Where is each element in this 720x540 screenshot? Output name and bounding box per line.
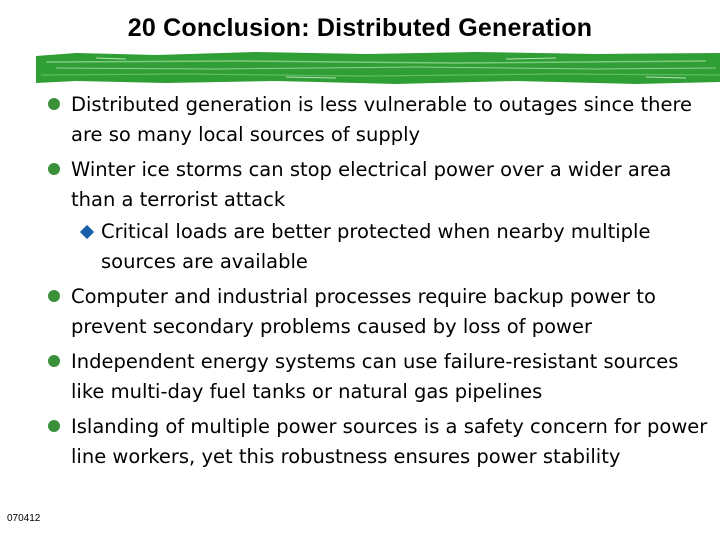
bullet-text: Independent energy systems can use failure-resistant sources like multi-day fuel tanks or natural gas pipelines [71,350,679,403]
diamond-bullet-icon [80,225,94,239]
title-underline-brush [36,50,720,86]
bullet-text: Computer and industrial processes require backup power to prevent secondary problems caused by loss of power [71,285,656,338]
bullet-text: Distributed generation is less vulnerable to outages since there are so many local sources of supply [71,93,693,146]
bullet-list [46,90,716,477]
bullet-dot-icon [48,290,60,302]
bullet-item [46,90,716,150]
bullet-text: Winter ice storms can stop electrical power over a wider area than a terrorist attack [71,158,672,211]
bullet-item [46,412,716,472]
bullet-dot-icon [48,420,60,432]
bullet-item [46,347,716,407]
footer-code: 070412 [7,513,41,524]
bullet-item [46,155,716,215]
slide-title: 20 Conclusion: Distributed Generation [127,14,593,42]
bullet-dot-icon [48,163,60,175]
bullet-text: Islanding of multiple power sources is a safety concern for power line workers, yet this robustness ensures power stability [71,415,708,468]
bullet-dot-icon [48,355,60,367]
sub-bullet-item [81,217,716,277]
sub-bullet-text: Critical loads are better protected when nearby multiple sources are available [101,220,651,273]
bullet-dot-icon [48,98,60,110]
bullet-item [46,282,716,342]
